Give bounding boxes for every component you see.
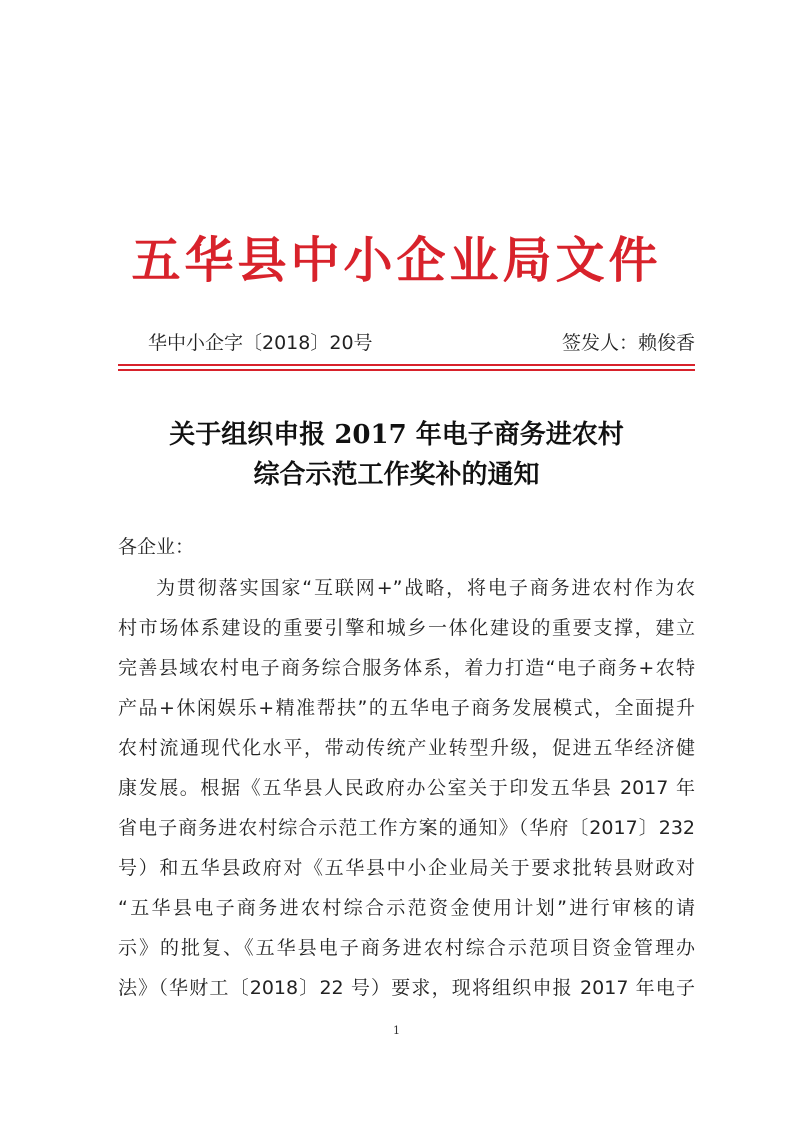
body-line: 完善县域农村电子商务综合服务体系，着力打造“电子商务+农特 <box>118 657 695 679</box>
body-line: 农村流通现代化水平，带动传统产业转型升级，促进五华经济健 <box>118 737 695 759</box>
notice-title <box>0 415 793 495</box>
document-number: 华中小企字〔2018〕20号 <box>148 332 373 354</box>
signer: 签发人：赖俊香 <box>561 332 695 354</box>
body-line: 法》（华财工〔2018〕22 号）要求，现将组织申报 2017 年电子 <box>118 977 695 999</box>
body-line: 号）和五华县政府对《五华县中小企业局关于要求批转县财政对 <box>118 857 695 879</box>
body-line: 省电子商务进农村综合示范工作方案的通知》（华府〔2017〕232 <box>118 817 695 839</box>
body-paragraph <box>118 568 695 1008</box>
title-line-1: 关于组织申报 2017 年电子商务进农村 <box>169 420 624 450</box>
body-line: 为贯彻落实国家“互联网+”战略，将电子商务进农村作为农 <box>156 577 695 599</box>
body-line: 康发展。根据《五华县人民政府办公室关于印发五华县 2017 年 <box>118 777 695 799</box>
masthead-title: 五华县中小企业局文件 <box>131 231 662 289</box>
body-line: “五华县电子商务进农村综合示范资金使用计划”进行审核的请 <box>118 897 695 919</box>
red-divider-top <box>118 364 695 366</box>
red-divider-bottom <box>118 369 695 371</box>
page-number: 1 <box>393 1024 400 1037</box>
body-line: 示》的批复、《五华县电子商务进农村综合示范项目资金管理办 <box>118 937 695 959</box>
title-line-2: 综合示范工作奖补的通知 <box>253 460 540 490</box>
salutation: 各企业： <box>118 536 195 558</box>
body-line: 产品+休闲娱乐+精准帮扶”的五华电子商务发展模式，全面提升 <box>118 697 695 719</box>
body-line: 村市场体系建设的重要引擎和城乡一体化建设的重要支撑，建立 <box>118 617 695 639</box>
